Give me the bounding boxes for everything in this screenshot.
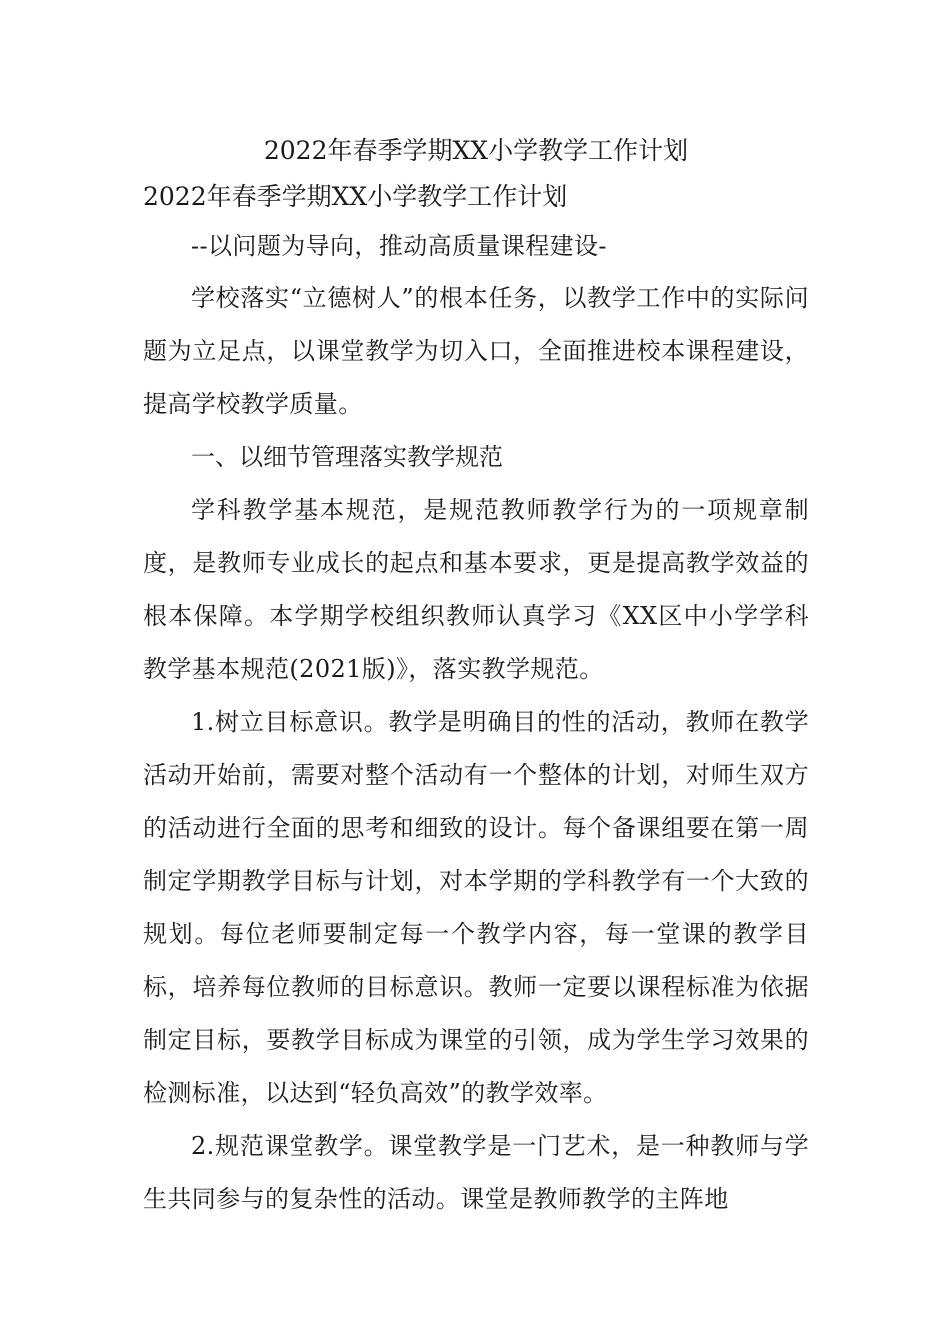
section-1-item-1: 1.树立目标意识。教学是明确目的性的活动，教师在教学活动开始前，需要对整个活动有一个整体的计划，对师生双方的活动进行全面的思考和细致的设计。每个备课组要在第一周制定学期教学目标与计划，对本学期的学科教学有一个大致的规划。每位老师要制定每一个教学内容，每一堂课的教学目标，培养每位教师的目标意识。教师一定要以课程标准为依据制定目标，要教学目标成为课堂的引领，成为学生学习效果的检测标准，以达到“轻负高效”的教学效率。 (143, 708, 809, 1107)
document-tagline: --以问题为导向，推动高质量课程建设- (191, 232, 607, 260)
section-1-item-2: 2.规范课堂教学。课堂教学是一门艺术，是一种教师与学生共同参与的复杂性的活动。课堂是教师教学的主阵地 (143, 1132, 809, 1213)
document-title: 2022年春季学期XX小学教学工作计划 (263, 136, 689, 165)
intro-paragraph: 学校落实“立德树人”的根本任务，以教学工作中的实际问题为立足点，以课堂教学为切入口，全面推进校本课程建设，提高学校教学质量。 (143, 284, 809, 418)
section-1-heading: 一、以细节管理落实教学规范 (191, 443, 503, 471)
document-subtitle: 2022年春季学期XX小学教学工作计划 (143, 182, 568, 211)
section-1-paragraph: 学科教学基本规范，是规范教师教学行为的一项规章制度，是教师专业成长的起点和基本要求，更是提高教学效益的根本保障。本学期学校组织教师认真学习《XX区中小学学科教学基本规范(2021版)》，落实教学规范。 (143, 496, 809, 683)
document-body (143, 128, 809, 1226)
